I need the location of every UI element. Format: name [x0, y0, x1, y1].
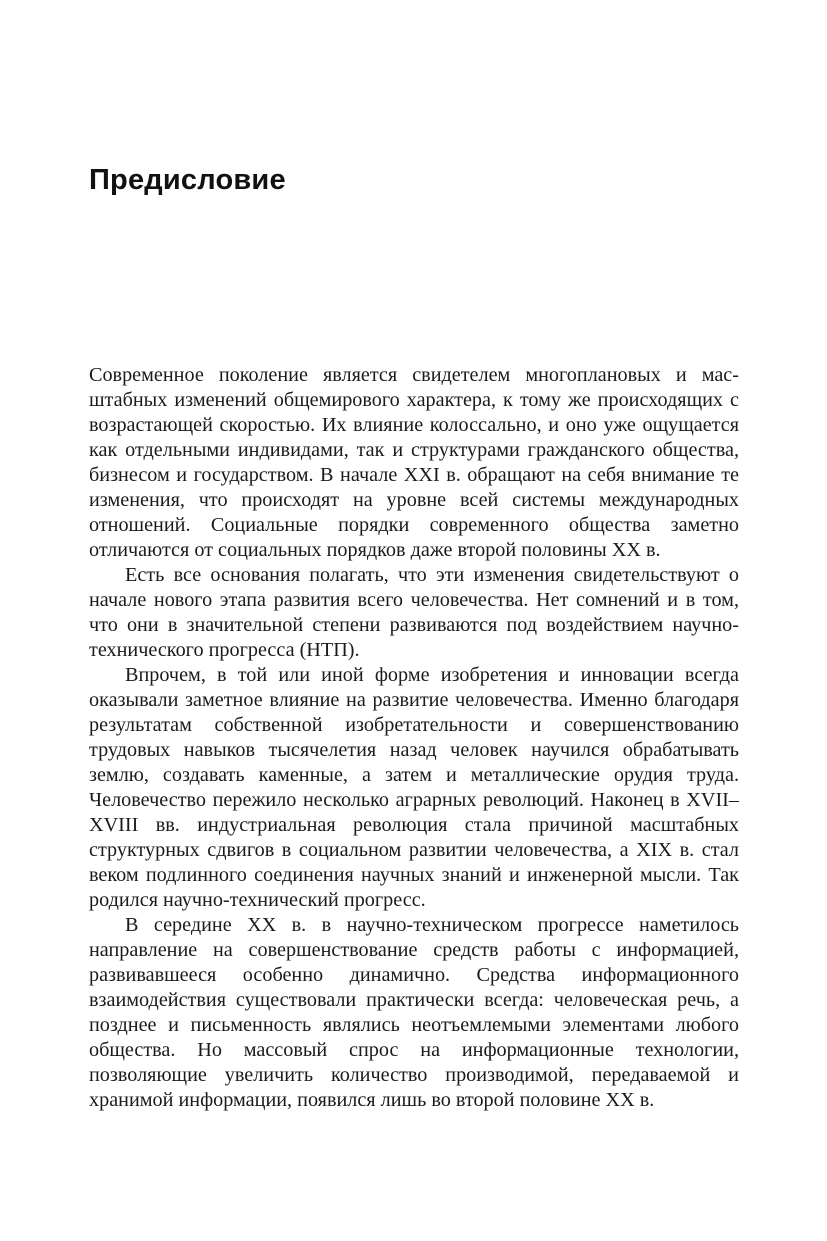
- page-title: Предисловие: [89, 164, 286, 196]
- paragraph: Современное поколение является свидетелем многоплановых и масштабных изменений общемирового характера, к тому же происходящих с возрастающей скоростью. Их влияние колоссально, и оно уже ощущается как отдельными индивидами, так и структурами гражданского общества, бизнесом и государством. В начале XXI в. обращают на себя внимание те изменения, что происходят на уровне всей системы международных отношений. Социальные порядки современного общества заметно отличаются от социальных порядков даже второй половины XX в.: [89, 364, 739, 561]
- paragraph: Есть все основания полагать, что эти изменения свидетельствуют о начале нового этапа развития всего человечества. Нет сомнений и в том, что они в значительной степени развиваются под воздействием научно-технического прогресса (НТП).: [89, 564, 739, 661]
- paragraph: Впрочем, в той или иной форме изобретения и инновации всегда оказывали заметное влияние на развитие человечества. Именно благодаря результатам собственной изобретательности и совершенствованию трудовых навыков тысячелетия назад человек научился обрабатывать землю, создавать каменные, а затем и металлические орудия труда. Человечество пережило несколько аграрных революций. Наконец в XVII–XVIII вв. индустриальная революция стала причиной масштабных структурных сдвигов в социальном развитии человечества, а XIX в. стал веком подлинного соединения научных знаний и инженерной мысли. Так родился научно-технический прогресс.: [89, 664, 739, 911]
- body-text: [89, 363, 739, 1113]
- paragraph: В середине XX в. в научно-техническом прогрессе наметилось направление на совершенствование средств работы с информацией, развивавшееся особенно динамично. Средства информационного взаимодействия существовали практически всегда: человеческая речь, а позднее и письменность являлись неотъемлемыми элементами любого общества. Но массовый спрос на информационные технологии, позволяющие увеличить количество производимой, передаваемой и хранимой информации, появился лишь во второй половине XX в.: [89, 914, 739, 1111]
